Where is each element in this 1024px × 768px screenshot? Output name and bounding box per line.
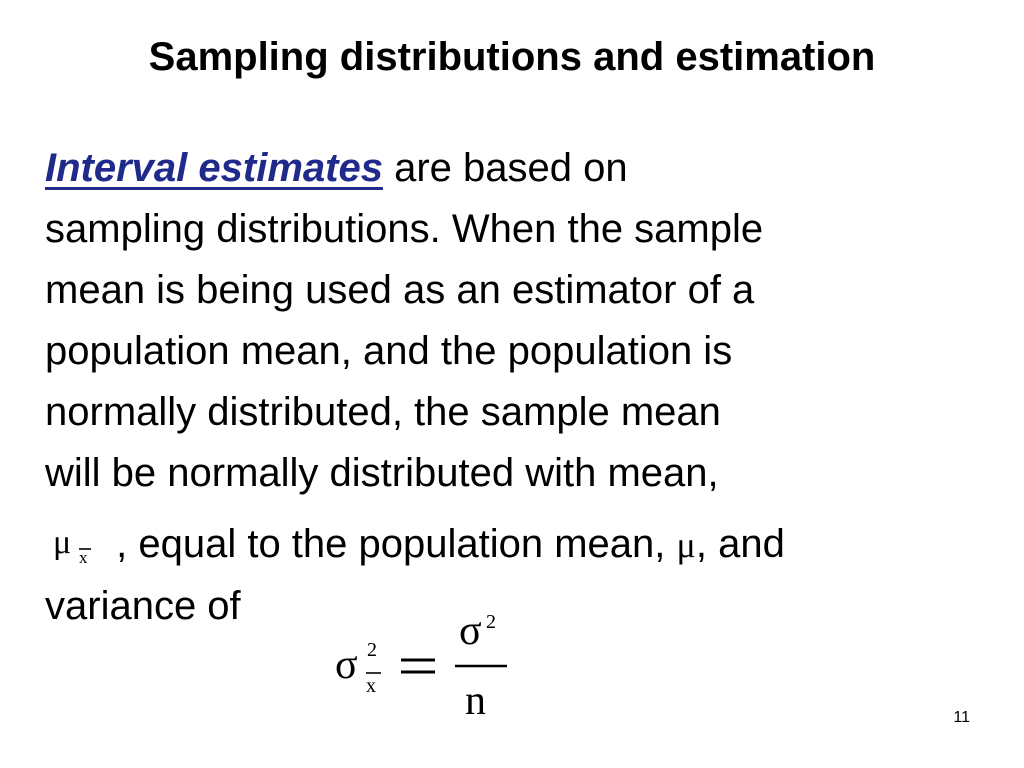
body-line-7-end: , and (695, 522, 785, 566)
variance-formula (335, 610, 525, 720)
body-line-3: mean is being used as an estimator of a (45, 268, 755, 312)
term-interval-estimates: Interval estimates (45, 146, 383, 190)
body-line-5: normally distributed, the sample mean (45, 390, 721, 434)
formula-n-denominator: n (465, 678, 486, 720)
formula-sigma-left: σ (335, 642, 358, 688)
formula-superscript-numerator: 2 (486, 611, 496, 633)
body-line-6: will be normally distributed with mean, (45, 451, 719, 495)
body-line-4: population mean, and the population is (45, 329, 733, 373)
slide-body (45, 138, 1005, 637)
body-line-2: sampling distributions. When the sample (45, 207, 764, 251)
body-line-7 (45, 514, 1005, 576)
formula-sigma-numerator: σ (459, 610, 482, 654)
mu-symbol: μ (676, 525, 696, 565)
page-number: 11 (953, 709, 970, 726)
body-line-1 (45, 138, 1005, 199)
svg-text:x: x (79, 548, 88, 567)
formula-subscript-x: x (366, 675, 376, 697)
svg-text:μ: μ (53, 524, 72, 561)
body-line-8: variance of (45, 584, 241, 628)
mu-xbar-glyph (45, 523, 105, 567)
slide-title: Sampling distributions and estimation (148, 35, 876, 79)
body-line-1-rest: are based on (382, 146, 628, 190)
body-line-7-rest: , equal to the population mean, (105, 522, 677, 566)
formula-superscript-left: 2 (367, 639, 377, 661)
mu-xbar-symbol (45, 523, 105, 567)
